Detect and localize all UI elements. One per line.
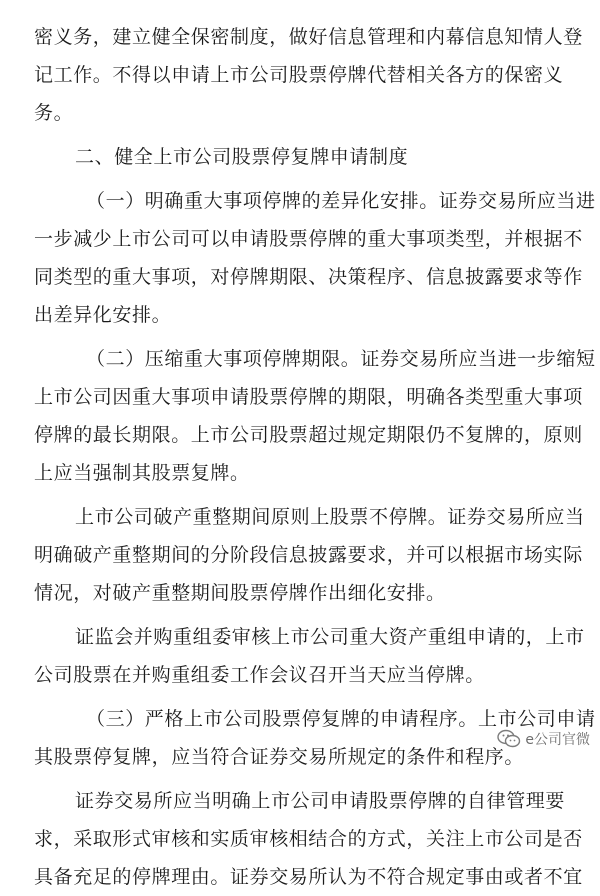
text-line: 具备充足的停牌理由。证券交易所认为不符合规定事由或者不宜	[34, 866, 583, 888]
text-line: 上市公司因重大事项申请股票停牌的期限，明确各类型重大事项	[34, 386, 583, 408]
text-line: 上应当强制其股票复牌。	[34, 462, 250, 484]
section-heading: 二、健全上市公司股票停复牌申请制度	[75, 146, 409, 168]
watermark	[497, 729, 590, 749]
text-line: 明确破产重整期间的分阶段信息披露要求，并可以根据市场实际	[34, 544, 583, 566]
text-line: 上市公司破产重整期间原则上股票不停牌。证券交易所应当	[75, 506, 585, 528]
text-line: 证监会并购重组委审核上市公司重大资产重组申请的，上市	[75, 626, 585, 648]
text-line: （二）压缩重大事项停牌期限。证券交易所应当进一步缩短	[86, 348, 596, 370]
text-line: 记工作。不得以申请上市公司股票停牌代替相关各方的保密义	[34, 64, 564, 86]
document-body	[34, 18, 596, 896]
text-line: 同类型的重大事项，对停牌期限、决策程序、信息披露要求等作	[34, 266, 583, 288]
text-line: 出差异化安排。	[34, 304, 172, 326]
watermark-text: e公司官微	[525, 732, 590, 748]
wechat-icon	[497, 729, 521, 749]
text-line: 情况，对破产重整期间股票停牌作出细化安排。	[34, 582, 446, 604]
text-line: （三）严格上市公司股票停复牌的申请程序。上市公司申请	[86, 708, 596, 730]
text-line: 求，采取形式审核和实质审核相结合的方式，关注上市公司是否	[34, 828, 583, 850]
text-line: 密义务，建立健全保密制度，做好信息管理和内幕信息知情人登	[34, 26, 583, 48]
text-line: 证券交易所应当明确上市公司申请股票停牌的自律管理要	[75, 790, 566, 812]
text-line: 其股票停复牌，应当符合证券交易所规定的条件和程序。	[34, 746, 525, 768]
text-line: 停牌的最长期限。上市公司股票超过规定期限仍不复牌的，原则	[34, 424, 583, 446]
text-line: （一）明确重大事项停牌的差异化安排。证券交易所应当进	[86, 190, 596, 212]
text-line: 公司股票在并购重组委工作会议召开当天应当停牌。	[34, 664, 485, 686]
text-line: 一步减少上市公司可以申请股票停牌的重大事项类型，并根据不	[34, 228, 583, 250]
text-line: 务。	[34, 102, 74, 124]
